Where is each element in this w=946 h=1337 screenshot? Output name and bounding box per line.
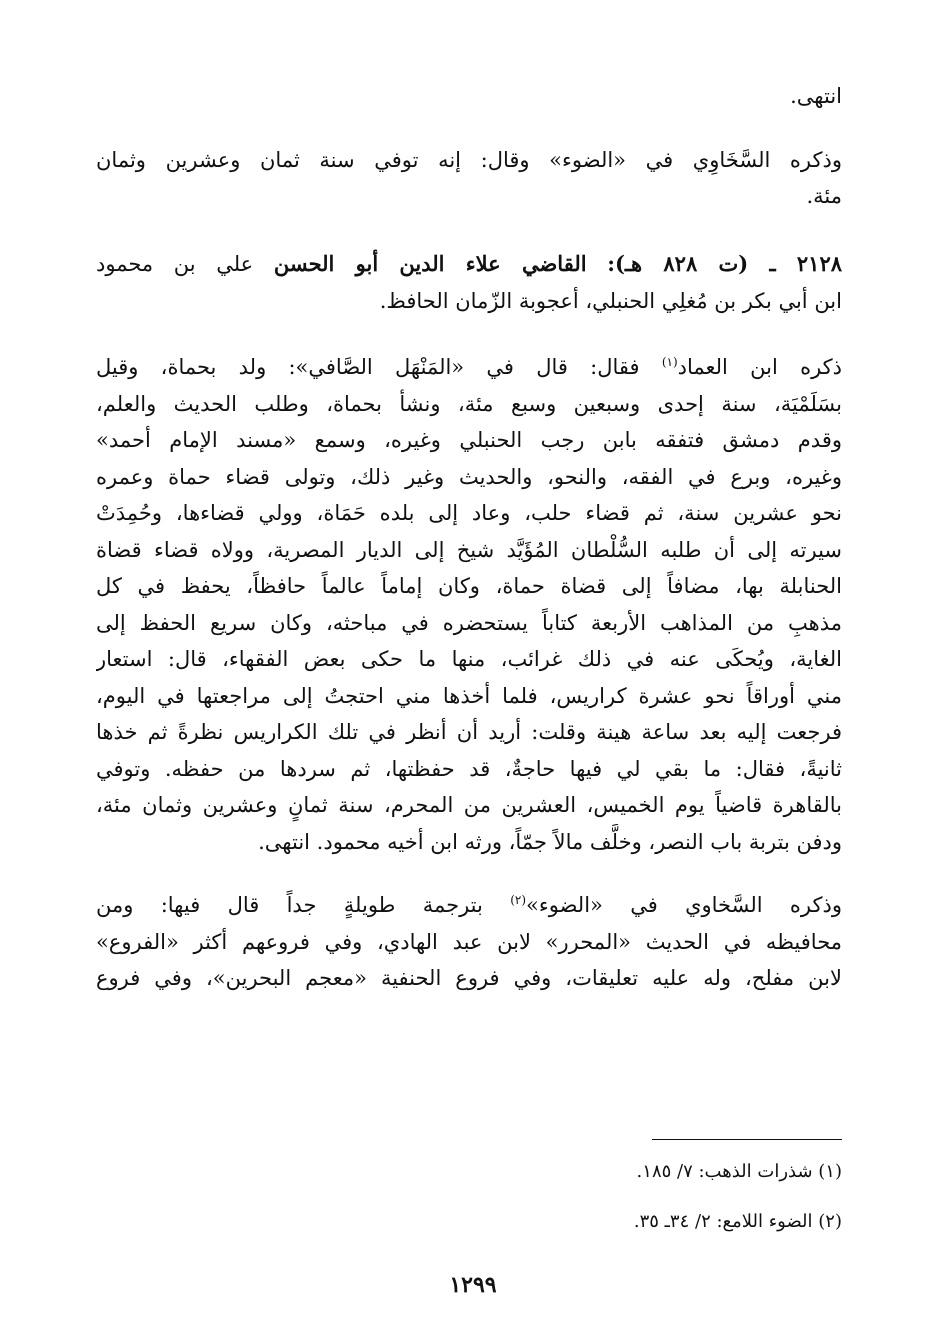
- text-line: وذكره السَّخَاوِي في «الضوء» وقال: إنه توفي سنة ثمان وعشرين وثمان: [96, 147, 842, 172]
- text-line: ثانيةً، فقال: ما بقي لي فيها حاجةٌ، قد حفظتها، ثم سردها من حفظه. وتوفي: [96, 756, 842, 781]
- text-line: ودفن بتربة باب النصر، وخلَّف مالاً جمّاً، ورثه ابن أخيه محمود. انتهى.: [258, 829, 842, 854]
- entry-name-rest: علي بن محمود: [96, 251, 254, 276]
- entry-heading: [96, 245, 842, 283]
- text-line: بسَلَمْيَة، سنة إحدى وسبعين وسبع مئة، ونشأ بحماة، وطلب الحديث والعلم،: [96, 391, 842, 416]
- text-line: الغاية، ويُحكَى عنه في ذلك غرائب، منها ما حكى بعض الفقهاء، قال: استعار: [96, 647, 842, 671]
- text-segment: وذكره السَّخاوي في «الضوء»: [526, 893, 842, 917]
- text-line: الحنابلة بها، مضافاً إلى قضاة حماة، وكان إماماً عالماً حافظاً، يحفظ في كل: [96, 574, 842, 598]
- text-line: محافيظه في الحديث «المحرر» لابن عبد الهادي، وفي فروعهم أكثر «الفروع»: [96, 929, 842, 954]
- text-line: وغيره، وبرع في الفقه، والنحو، والحديث وغير ذلك، وتولى قضاء حماة وعمره: [96, 464, 842, 489]
- text-line: [96, 349, 842, 386]
- main-text: [96, 78, 842, 997]
- page-number: ١٢٩٩: [449, 1272, 497, 1298]
- footnote-ref-2[interactable]: (٢): [510, 893, 527, 907]
- footnotes: [96, 1152, 842, 1252]
- text-segment: ذكره ابن العماد: [677, 355, 842, 379]
- paragraph-gap: [96, 215, 842, 245]
- entry-name: القاضي علاء الدين أبو الحسن: [273, 250, 587, 276]
- entry-number: ٢١٢٨ ـ (ت ٨٢٨ هـ):: [607, 250, 842, 276]
- text-line: انتهى.: [790, 84, 842, 108]
- text-line: مني أوراقاً نحو عشرة كراريس، فلما أخذها مني احتجتُ إلى مراجعتها في اليوم،: [96, 683, 842, 708]
- text-line: وقدم دمشق فتفقه بابن رجب الحنبلي وغيره، وسمع «مسند الإمام أحمد»: [96, 428, 842, 452]
- paragraph-gap: [96, 115, 842, 142]
- footnote-ref-1[interactable]: (١): [661, 355, 678, 369]
- text-line: نحو عشرين سنة، ثم قضاء حلب، وعاد إلى بلده حَمَاة، وولي قضاءها، وحُمِدَتْ: [96, 501, 842, 525]
- text-line: مئة.: [806, 184, 842, 208]
- text-line: بالقاهرة قاضياً يوم الخميس، العشرين من المحرم، سنة ثمانٍ وعشرين وثمان مئة،: [96, 793, 842, 817]
- text-line: لابن مفلح، وله عليه تعليقات، وفي فروع الحنفية «معجم البحرين»، وفي فروع: [96, 966, 842, 990]
- text-line: مذهبِ من المذاهب الأربعة كتاباً يستحضره في مباحثه، وكان سريع الحفظ إلى: [96, 610, 842, 635]
- paragraph-gap: [96, 319, 842, 349]
- paragraph-gap: [96, 860, 842, 887]
- text-line: سيرته إلى أن طلبه السُّلْطان المُؤَيَّد شيخ إلى الديار المصرية، وولاه قضاء قضاة: [96, 537, 842, 562]
- text-segment: فقال: قال في «المَنْهَل الصَّافي»: ولد بحماة، وقيل: [96, 355, 662, 379]
- footnote-2: (٢) الضوء اللامع: ٢/ ٣٤ـ ٣٥.: [633, 1211, 842, 1232]
- footnote-divider: [652, 1139, 842, 1140]
- text-line: فرجعت إليه بعد ساعة هينة وقلت: أريد أن أنظر في تلك الكراريس نظرةً ثم خذها: [96, 720, 842, 744]
- entry-heading-line2: ابن أبي بكر بن مُغلِي الحنبلي، أعجوبة الزّمان الحافظ.: [379, 288, 842, 313]
- text-segment: بترجمة طويلةٍ جداً قال فيها: ومن: [96, 893, 511, 917]
- footnote-1: (١) شذرات الذهب: ٧/ ١٨٥.: [636, 1161, 842, 1182]
- text-line: [96, 887, 842, 924]
